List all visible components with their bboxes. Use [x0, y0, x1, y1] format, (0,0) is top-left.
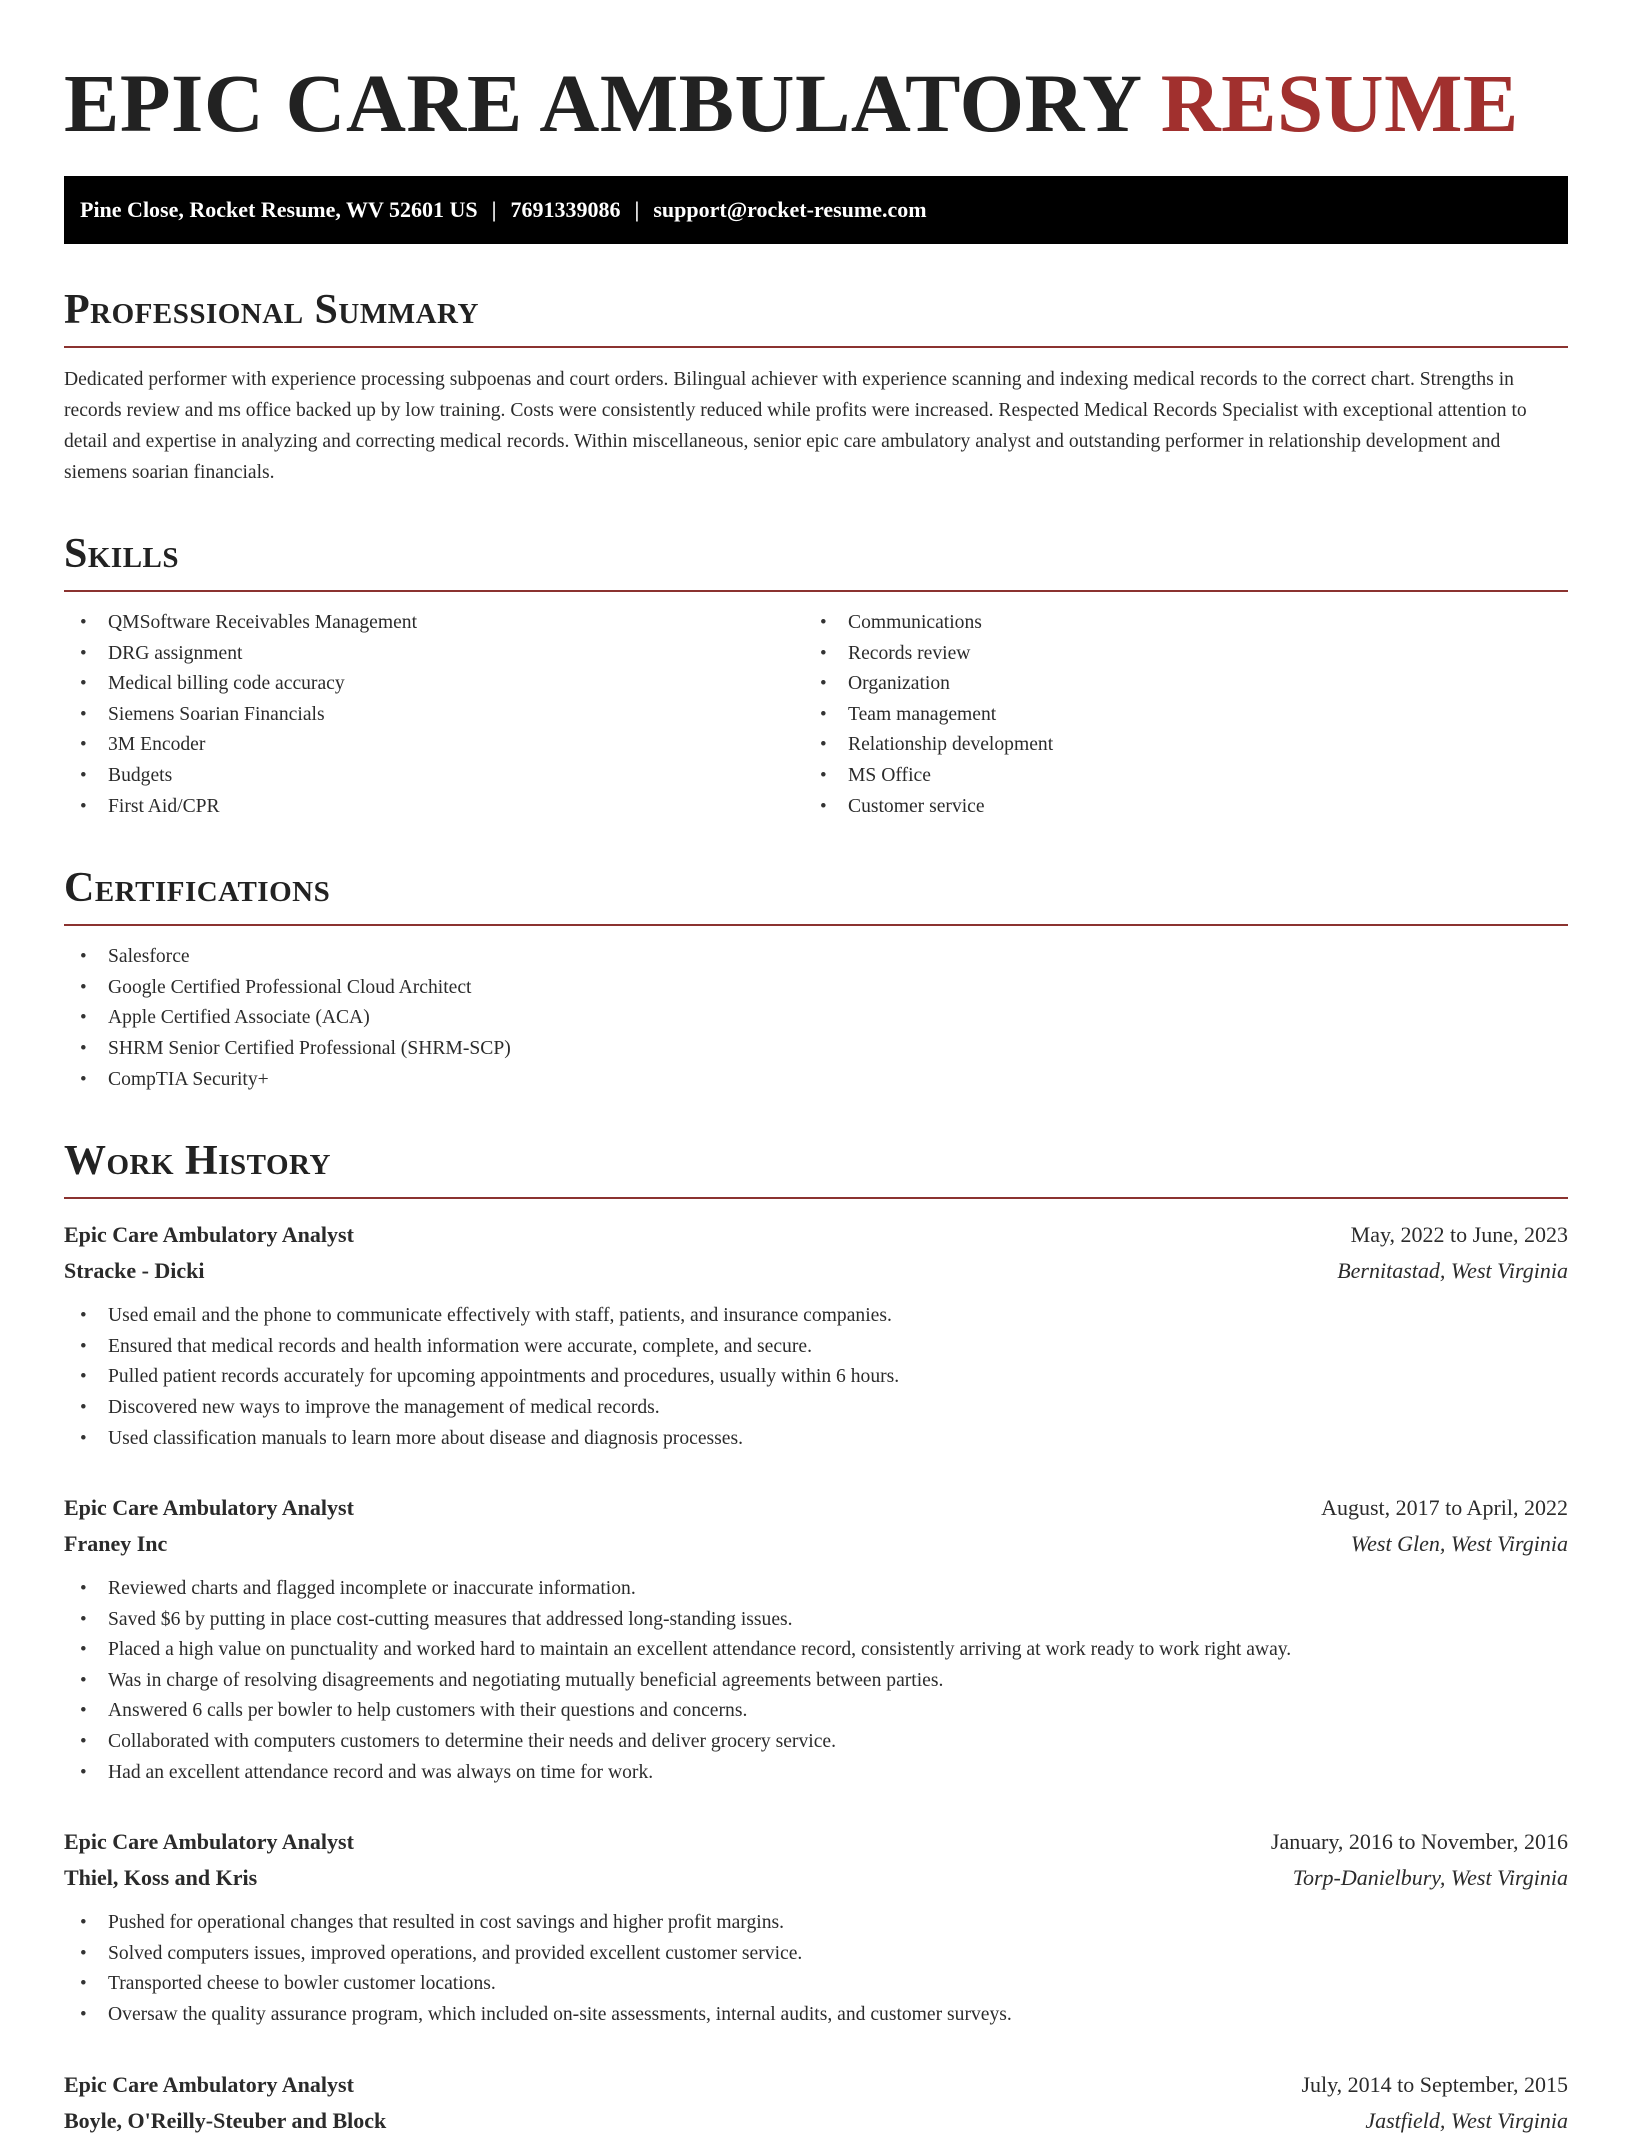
- skill-item: • Medical billing code accuracy: [64, 669, 804, 700]
- skill-item: • Organization: [804, 669, 1544, 700]
- job-company: Thiel, Koss and Kris: [64, 1865, 258, 1891]
- job-location: Jastfield, West Virginia: [1365, 2107, 1568, 2133]
- job-bullet: • Saved $6 by putting in place cost-cutting measures that addressed long-standing issues.: [64, 1605, 1568, 1636]
- job-title: Epic Care Ambulatory Analyst: [64, 1829, 354, 1855]
- job-bullet: • Ensured that medical records and health information were accurate, complete, and secure.: [64, 1332, 1568, 1363]
- skill-item: • Records review: [804, 639, 1544, 670]
- skill-item: • Communications: [804, 608, 1544, 639]
- certification-item: • Salesforce: [64, 942, 1568, 973]
- job-location: Torp-Danielbury, West Virginia: [1292, 1865, 1568, 1891]
- skills-grid: [64, 608, 1568, 822]
- job-title: Epic Care Ambulatory Analyst: [64, 2071, 354, 2097]
- work-history-section: [64, 1139, 1568, 2139]
- job-dates: July, 2014 to September, 2015: [1301, 2071, 1568, 2097]
- skill-item: • Team management: [804, 700, 1544, 731]
- skill-item: • Customer service: [804, 792, 1544, 823]
- job-bullet: • Collaborated with computers customers to determine their needs and deliver grocery service.: [64, 1727, 1568, 1758]
- skill-item: • 3M Encoder: [64, 730, 804, 761]
- skill-item: • DRG assignment: [64, 639, 804, 670]
- job-bullet: • Answered 6 calls per bowler to help customers with their questions and concerns.: [64, 1696, 1568, 1727]
- job-bullet: • Oversaw the quality assurance program, which included on-site assessments, internal audits, and customer surveys.: [64, 2000, 1568, 2031]
- job-entry: [64, 1490, 1568, 1788]
- job-bullets: [64, 1301, 1568, 1454]
- job-header-row: [64, 1490, 1568, 1526]
- job-bullet: • Reviewed charts and flagged incomplete or inaccurate information.: [64, 1574, 1568, 1605]
- contact-bar: [64, 176, 1568, 244]
- job-bullet: • Had an excellent attendance record and was always on time for work.: [64, 1758, 1568, 1789]
- title-main: EPIC CARE AMBULATORY: [64, 57, 1140, 149]
- job-company: Franey Inc: [64, 1531, 168, 1557]
- job-bullet: • Used email and the phone to communicate effectively with staff, patients, and insurance companies.: [64, 1301, 1568, 1332]
- job-header-row: [64, 1824, 1568, 1860]
- job-location: Bernitastad, West Virginia: [1337, 1258, 1568, 1284]
- resume-content: [64, 58, 1568, 2139]
- skill-item: • MS Office: [804, 761, 1544, 792]
- job-bullet: • Solved computers issues, improved operations, and provided excellent customer service.: [64, 1939, 1568, 1970]
- job-location: West Glen, West Virginia: [1350, 1531, 1568, 1557]
- job-bullet: • Was in charge of resolving disagreements and negotiating mutually beneficial agreements between parties.: [64, 1666, 1568, 1697]
- job-dates: January, 2016 to November, 2016: [1270, 1829, 1568, 1855]
- certifications-section: [64, 866, 1568, 1095]
- skills-section: [64, 532, 1568, 822]
- certification-item: • Google Certified Professional Cloud Architect: [64, 973, 1568, 1004]
- job-bullet: • Used classification manuals to learn more about disease and diagnosis processes.: [64, 1424, 1568, 1455]
- skill-item: • Siemens Soarian Financials: [64, 700, 804, 731]
- contact-email: support@rocket-resume.com: [653, 197, 927, 222]
- job-company-row: [64, 1860, 1568, 1896]
- job-entry: [64, 1217, 1568, 1454]
- certifications-list: [64, 942, 1568, 1095]
- job-dates: May, 2022 to June, 2023: [1350, 1222, 1568, 1248]
- job-bullet: • Discovered new ways to improve the management of medical records.: [64, 1393, 1568, 1424]
- certification-item: • CompTIA Security+: [64, 1065, 1568, 1096]
- skill-item: • Relationship development: [804, 730, 1544, 761]
- contact-separator: |: [634, 197, 640, 222]
- job-title: Epic Care Ambulatory Analyst: [64, 1222, 354, 1248]
- job-entry: [64, 1824, 1568, 2030]
- resume-title: [64, 58, 1568, 148]
- contact-phone: 7691339086: [510, 197, 621, 222]
- job-bullets: [64, 1574, 1568, 1788]
- summary-section: [64, 288, 1568, 488]
- skill-item: • QMSoftware Receivables Management: [64, 608, 804, 639]
- job-bullet: • Pulled patient records accurately for upcoming appointments and procedures, usually within 6 hours.: [64, 1362, 1568, 1393]
- summary-text: Dedicated performer with experience processing subpoenas and court orders. Bilingual achiever with experience scanning and indexing medical records to the correct chart. Strengths in records review and ms office backed up by low training. Costs were consistently reduced while profits were increased. Respected Medical Records Specialist with exceptional attention to detail and expertise in analyzing and correcting medical records. Within miscellaneous, senior epic care ambulatory analyst and outstanding performer in relationship development and siemens soarian financials.: [64, 369, 1527, 483]
- job-header-row: [64, 2067, 1568, 2103]
- certification-item: • Apple Certified Associate (ACA): [64, 1003, 1568, 1034]
- skills-heading: Skills: [64, 532, 1568, 592]
- job-bullet: • Transported cheese to bowler customer locations.: [64, 1969, 1568, 2000]
- summary-heading: Professional Summary: [64, 288, 1568, 348]
- skill-item: • Budgets: [64, 761, 804, 792]
- skills-list-left: [64, 608, 804, 822]
- job-bullets: [64, 1908, 1568, 2030]
- job-header-row: [64, 1217, 1568, 1253]
- contact-separator: |: [491, 197, 497, 222]
- job-title: Epic Care Ambulatory Analyst: [64, 1495, 354, 1521]
- job-company-row: [64, 2103, 1568, 2139]
- certifications-heading: Certifications: [64, 866, 1568, 926]
- job-company-row: [64, 1253, 1568, 1289]
- contact-address: Pine Close, Rocket Resume, WV 52601 US: [80, 197, 478, 222]
- title-accent: RESUME: [1160, 57, 1519, 149]
- skills-list-right: [804, 608, 1544, 822]
- job-bullet: • Placed a high value on punctuality and worked hard to maintain an excellent attendance record, consistently arriving at work ready to work right away.: [64, 1635, 1568, 1666]
- certification-item: • SHRM Senior Certified Professional (SHRM-SCP): [64, 1034, 1568, 1065]
- job-entry: [64, 2067, 1568, 2139]
- skill-item: • First Aid/CPR: [64, 792, 804, 823]
- job-company-row: [64, 1526, 1568, 1562]
- work-history-heading: Work History: [64, 1139, 1568, 1199]
- job-dates: August, 2017 to April, 2022: [1321, 1495, 1568, 1521]
- job-company: Boyle, O'Reilly-Steuber and Block: [64, 2107, 387, 2133]
- job-bullet: • Pushed for operational changes that resulted in cost savings and higher profit margins.: [64, 1908, 1568, 1939]
- job-company: Stracke - Dicki: [64, 1258, 205, 1284]
